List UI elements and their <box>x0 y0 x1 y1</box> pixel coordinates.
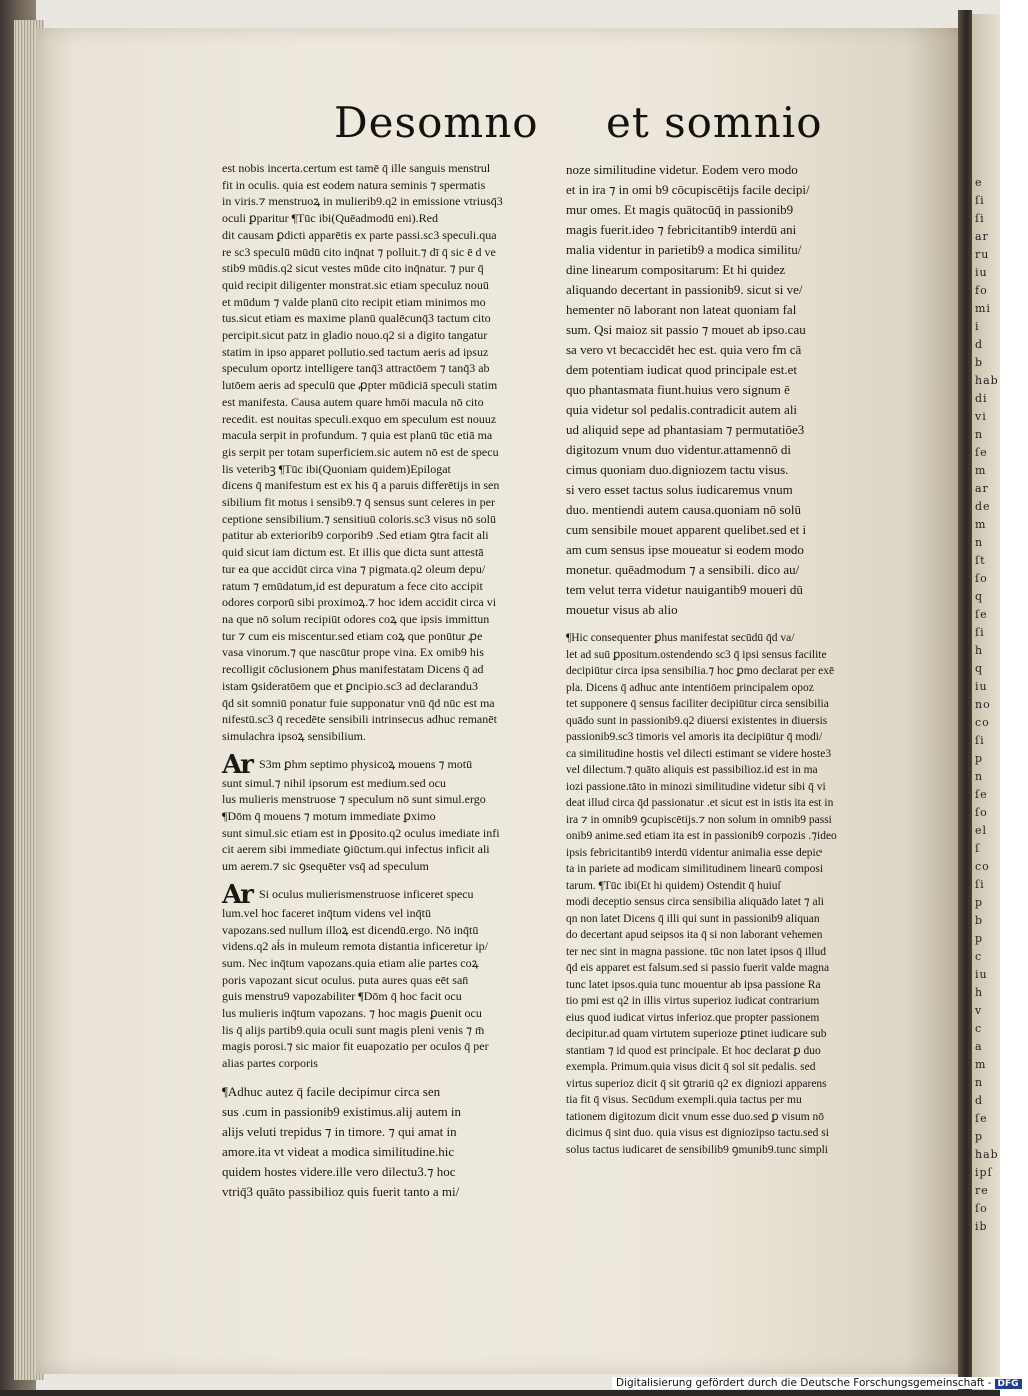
text-line: ceptione sensibilium.⁊ sensitiuū coloris.sc3 visus nō solū <box>222 511 496 526</box>
text-line: aliquando decertant in passionib9. sicut si ve/ <box>566 282 803 297</box>
text-line: nifestū.sc3 q̄ recedēte sensibili intrinsecus adhuc remanēt <box>222 712 497 727</box>
text-line: tur ⁊ cum eis miscentur.sed etiam coꝝ que ponūtur ꝓe <box>222 628 483 643</box>
text-line: ratum ⁊ emūdatum,id est depuratum a fece cito accipit <box>222 578 483 593</box>
facing-line: i <box>975 320 980 333</box>
text-line: cit aerem sibi immediate ꝯiūctum.qui infectus inficit ali <box>222 842 490 857</box>
text-line: si vero esset tactus solus iudicaremus vnum <box>566 482 793 497</box>
text-line: deat illud circa q̄d passionatur .et sicut est in istis ita est in <box>566 797 834 809</box>
text-line: tem velut terra videtur nauigantib9 moueri dū <box>566 582 803 597</box>
text-line: oculi ꝑparitur ¶Tūc ibi(Quēadmodū eni).Red <box>222 211 438 226</box>
text-line: mouetur visus ab alio <box>566 602 678 617</box>
text-line: lis q̄ alijs partib9.quia oculi sunt magis pleni venis ⁊ m̄ <box>222 1022 485 1037</box>
text-line: quid recipit diligenter monstrat.sic etiam speculuz nouū <box>222 277 489 292</box>
text-line: tationem digitozum dicit vnum esse duo.sed ꝑ visum nō <box>566 1110 825 1123</box>
facing-line: v <box>975 1004 983 1017</box>
text-line: patitur ab exteriorib9 corporib9 .Sed etiam ꝯtra facit ali <box>222 528 489 543</box>
text-line: lus mulieris menstruose ⁊ speculum nō sunt simul.ergo <box>222 792 486 807</box>
facing-line: d <box>975 338 984 351</box>
running-header-left: Desomno <box>334 98 539 147</box>
text-line: odores corporū sibi proximoꝝ.⁊ hoc idem accidit circa vi <box>222 595 497 610</box>
text-line: do decertant apud seipsos ita q̄ si non laborant vehemen <box>566 929 823 941</box>
text-line: dem potentiam iudicat quod principale est.et <box>566 362 798 377</box>
text-line: onib9 anime.sed etiam ita est in passionib9 corpozis .⁊ideo <box>566 830 837 842</box>
text-line: cum sensibile mouet apparent quelibet.sed et i <box>566 522 807 537</box>
text-line: simulachra ipsoꝝ sensibilium. <box>222 728 366 743</box>
text-line: dicens q̄ manifestum est ex his q̄ a paruis differētijs in sen <box>222 478 500 493</box>
facing-page-fragment <box>972 14 1000 1390</box>
text-line: ipsis febricitantib9 interdū videntur animalia esse depicͣ <box>566 846 821 859</box>
facing-line: iu <box>975 968 988 981</box>
text-line: um aerem.⁊ sic ꝯsequēter vsq̄ ad speculum <box>222 859 429 874</box>
facing-line: n <box>975 536 984 549</box>
text-line: eius quod iudicat virtus inferioz.que propter passionem <box>566 1011 820 1024</box>
text-line: est nobis incerta.certum est tamē q̄ ille sanguis menstrul <box>222 161 491 175</box>
facing-line: vi <box>975 410 987 423</box>
facing-line: co <box>975 716 990 729</box>
text-line: videns.q2 ał́s in muleum remota distantia inficeretur ip/ <box>222 939 488 954</box>
text-line: qn non latet Dicens q̄ illi qui sunt in passionib9 aliquan <box>566 912 820 925</box>
text-line: poris vapozant sicut oculus. puta aures quas eēt san̄ <box>222 972 469 987</box>
facing-line: mi <box>975 302 991 315</box>
text-line: alijs veluti trepidus ⁊ in timore. ⁊ qui amat in <box>222 1123 457 1139</box>
facing-line: q <box>975 590 984 603</box>
drop-initial: Ar <box>222 749 259 780</box>
text-line: lis veteribꝫ ¶Tūc ibi(Quoniam quidem)Epilogat <box>222 461 451 476</box>
text-line: guis menstru9 vapozabiliter ¶Dōm q̄ hoc facit ocu <box>222 989 462 1004</box>
text-line: decipitur.ad quam virtutem superioze ꝑtinet iudicare sub <box>566 1028 827 1040</box>
text-line: ira ⁊ in omnib9 ꝯcupiscētijs.⁊ non solum in omnib9 passi <box>566 813 832 826</box>
facing-line: ſe <box>975 446 988 459</box>
text-line: stantiam ⁊ id quod est principale. Et hoc declarat ꝑ duo <box>566 1044 821 1057</box>
text-line: magis porosi.⁊ sic maior fit euapozatio per oculos q̄ per <box>222 1039 489 1054</box>
facing-line: b <box>975 356 984 369</box>
text-line: dicimus q̄ sint duo. quia visus est digniozipso tactu.sed si <box>566 1127 829 1139</box>
text-line: noze similitudine videtur. Eodem vero modo <box>566 162 798 177</box>
text-line: q̄d eis apparet est falsum.sed si passio fuerit valde magna <box>566 962 830 974</box>
text-line: sum. Qsi maioz sit passio ⁊ mouet ab ipso.cau <box>566 322 806 337</box>
text-line: sunt simul.sic etiam est in ꝑposito.q2 oculus imediate infi <box>222 825 500 840</box>
text-line: decipiūtur circa ipsa sensibilia.⁊ hoc ꝑmo declarat per exē <box>566 665 835 677</box>
facing-line: ib <box>975 1220 988 1233</box>
text-line-content: Si oculus mulierismenstruose inficeret specu <box>258 886 474 901</box>
facing-line: n <box>975 770 984 783</box>
text-line: fit in oculis. quia est eodem natura seminis ⁊ spermatis <box>222 177 486 192</box>
text-line: percipit.sicut patz in gladio nouo.q2 si a digito tangatur <box>222 328 488 343</box>
text-line: quia videtur sol pedalis.contradicit autem ali <box>566 402 798 417</box>
facing-line: hab <box>975 374 999 387</box>
facing-line: ſi <box>975 878 985 891</box>
text-line: quidem hostes videre.ille vero dilectu3.⁊ hoc <box>222 1163 456 1179</box>
text-line: sa vero vt becaccidēt hec est. quia vero fm cā <box>566 342 802 357</box>
text-line: malia videntur in parietib9 a modica similitu/ <box>566 242 802 257</box>
text-line: magis fuerit.ideo ⁊ febricitantib9 interdū ani <box>566 222 797 237</box>
facing-line: fo <box>975 284 988 297</box>
facing-line: n <box>975 1076 984 1089</box>
left-block-3 <box>222 879 544 1072</box>
text-line: statim in ipso apparet pollutio.sed tactum aeris ad ipsuz <box>222 344 489 359</box>
facing-line: no <box>975 698 991 711</box>
text-line: q̄d sit somniū ponatur fuie supponatur vnū q̄d nūc est ma <box>222 695 495 710</box>
text-line: lus mulieris inq̄tum vapozans. ⁊ hoc magis ꝑuenit ocu <box>222 1006 482 1021</box>
text-line: modi deceptio sensus circa sensibilia aliquādo latet ⁊ ali <box>566 896 825 908</box>
text-line: solus tactus iudicaret de sensibilib9 ꝯmunib9.tunc simpli <box>566 1143 828 1156</box>
book-gutter <box>958 10 972 1390</box>
text-line: pla. Dicens q̄ adhuc ante intentiōem principalem opoz <box>566 681 814 694</box>
text-line: am cum sensus ipse moueatur si eodem modo <box>566 542 804 557</box>
text-line: recolligit cōclusionem ꝑhus manifestatam Dicens q̄ ad <box>222 662 484 677</box>
text-line: hementer nō laborant non lateat quoniam fal <box>566 302 797 317</box>
left-text-column <box>222 160 544 1202</box>
facing-line: iu <box>975 680 988 693</box>
facing-line: ſi <box>975 734 985 747</box>
text-line: istam ꝯsideratōem que et ꝑncipio.sc3 ad declarandu3 <box>222 678 479 693</box>
text-line: dine linearum compositarum: Et hi quidez <box>566 262 786 277</box>
text-line: sus .cum in passionib9 existimus.alij autem in <box>222 1103 462 1119</box>
text-line: vel dilectum.⁊ quāto aliquis est passibilioz.id est in ma <box>566 764 818 776</box>
text-line: sum. Nec inq̄tum vapozans.quia etiam alie partes coꝝ <box>222 955 479 970</box>
facing-line: d <box>975 1094 984 1107</box>
text-line: monetur. quēadmodum ⁊ a sensibili. dico au/ <box>566 562 800 577</box>
text-line: stib9 mūdis.q2 sicut vestes mūde cito inq̄natur. ⁊ pur q̄ <box>222 261 484 276</box>
text-line: ca similitudine hostis vel dilecti estimant se videre hoste3 <box>566 747 832 760</box>
text-line <box>222 749 544 780</box>
facing-line: ar <box>975 230 989 243</box>
text-line: amore.ita vt videat a modica similitudine.hic <box>222 1143 455 1159</box>
text-line: cimus quoniam duo.digniozem tactu visus. <box>566 462 789 477</box>
facing-line: co <box>975 860 990 873</box>
facing-line: ſo <box>975 1202 988 1215</box>
facing-line: p <box>975 932 984 945</box>
footer-text: Digitalisierung gefördert durch die Deutsche Forschungsgemeinschaft - <box>616 1377 992 1389</box>
right-block-2 <box>566 630 884 1158</box>
text-line: na que nō solum recipiūt odores coꝝ que ipsis immittun <box>222 611 490 626</box>
facing-line: a <box>975 1040 983 1053</box>
facing-line: c <box>975 1022 983 1035</box>
facing-line: ſo <box>975 572 988 585</box>
facing-line: ſi <box>975 212 985 225</box>
facing-line: ſi <box>975 194 985 207</box>
left-block-4 <box>222 1082 544 1202</box>
text-line: tur ea que accidūt circa vina ⁊ pigmata.q2 oleum depu/ <box>222 561 486 576</box>
text-line: sunt simul.⁊ nihil ipsorum est medium.sed ocu <box>222 775 446 790</box>
facing-line: di <box>975 392 988 405</box>
facing-line: p <box>975 752 984 765</box>
right-block-1 <box>566 160 884 620</box>
text-line: virtus superioz dicit q̄ sit ꝯtrariū q2 ex digniozi apparens <box>566 1077 827 1090</box>
text-line: re sc3 speculū mūdū cito inq̄nat ⁊ polluit.⁊ dī q̄ sic ē d ve <box>222 244 496 259</box>
running-header-right: et somnio <box>606 98 823 147</box>
facing-line: ſ <box>975 842 981 855</box>
facing-line: hab <box>975 1148 999 1161</box>
text-line: lum.vel hoc faceret inq̄tum videns vel inq̄tū <box>222 905 431 920</box>
left-block-2 <box>222 749 544 875</box>
text-line: tio pmi est q2 in illis virtus superioz iudicat contrarium <box>566 995 820 1007</box>
text-line: in viris.⁊ menstruoꝝ in mulierib9.q2 in emissione vtriusq̄3 <box>222 194 503 209</box>
text-line: exempla. Primum.quia visus dicit q̄ sol sit pedalis. sed <box>566 1061 816 1073</box>
text-line: vtriq̄3 quāto passibilioz quis fuerit tanto a mi/ <box>222 1183 460 1199</box>
text-line: speculum oportz intelligere tanq̄3 attractōem ⁊ tanq̄3 ab <box>222 361 490 376</box>
text-line: tunc latet ipsos.quia tunc mouentur ab ipsa passione Ra <box>566 978 821 991</box>
text-line: alias partes corporis <box>222 1056 318 1071</box>
drop-initial: Ar <box>222 879 259 910</box>
text-line: duo. mentiendi autem causa.quoniam nō solū <box>566 502 802 517</box>
facing-line: ſe <box>975 1112 988 1125</box>
text-line: iozi passione.tāto in minozi similitudine videtur sibi q̄ vi <box>566 780 826 793</box>
facing-line: n <box>975 428 984 441</box>
text-line: ta in pariete ad modicam similitudinem linearū composi <box>566 863 824 875</box>
text-line: passionib9.sc3 timoris vel amoris ita decipiūtur q̄ modi/ <box>566 731 823 743</box>
facing-line: e <box>975 176 983 189</box>
facing-line: m <box>975 1058 987 1071</box>
text-line: quo phantasmata fiunt.huius vero signum ē <box>566 382 790 397</box>
text-line: mur omes. Et magis quātocūq̄ in passionib9 <box>566 202 794 217</box>
text-line: tus.sicut etiam es maxime planū qualēcunq̄3 tactum cito <box>222 311 491 326</box>
text-line: vapozans.sed nullum illoꝝ est dicendū.ergo. Nō inq̄tū <box>222 922 479 937</box>
facing-line: ſo <box>975 806 988 819</box>
text-line: dit causam ꝑdicti apparētis ex parte passi.sc3 speculi.qua <box>222 227 497 242</box>
text-line: ter nec sint in magna passione. tūc non latet ipsos q̄ illud <box>566 945 826 958</box>
text-line: macula serpit in profundum. ⁊ quia est planū tūc etiā ma <box>222 428 493 443</box>
facing-line: q <box>975 662 984 675</box>
facing-line: m <box>975 464 987 477</box>
facing-line: b <box>975 914 984 927</box>
facing-line: ar <box>975 482 989 495</box>
facing-line: p <box>975 896 984 909</box>
facing-line: re <box>975 1184 989 1197</box>
text-line: quādo sunt in passionib9.q2 diuersi existentes in diuersis <box>566 714 828 727</box>
text-line: recedit. est nouitas speculi.exquo em speculum est nouuz <box>222 411 497 426</box>
text-line: sibilium fit motus i sensib9.⁊ q̄ sensus sunt celeres in per <box>222 495 495 510</box>
text-line: tarum. ¶Tūc ibi(Et hi quidem) Ostendit q̄ huiuſ <box>566 879 781 892</box>
text-line: lutōem aeris ad speculū que ꝓpter mūdiciā speculi statim <box>222 378 498 393</box>
facing-line: p <box>975 1130 984 1143</box>
text-line: let ad suū ꝑpositum.ostendendo sc3 q̄ ipsi sensus facilite <box>566 648 827 661</box>
text-line: ud aliquid sepe ad phantasiam ⁊ permutatiōe3 <box>566 422 805 437</box>
text-line-content: S3m ꝑhm septimo physicoꝝ mouens ⁊ motū <box>258 756 473 771</box>
text-line: et mūdum ⁊ valde planū cito recipit etiam minimos mo <box>222 294 486 309</box>
facing-line: de <box>975 500 991 513</box>
text-line: ¶Dōm q̄ mouens ⁊ motum immediate ꝑximo <box>222 809 436 824</box>
text-line: et in ira ⁊ in omi b9 cōcupiscētijs facile decipi/ <box>566 182 810 197</box>
text-line: ¶Adhuc autez q̄ facile decipimur circa sen <box>222 1083 441 1099</box>
text-line: tet supponere q̄ sensus faciliter decipiūtur circa sensibilia <box>566 698 829 710</box>
bottom-band <box>0 1390 1000 1396</box>
facing-line: h <box>975 986 984 999</box>
text-line: digitozum vnum duo videntur.attamennō di <box>566 442 791 457</box>
dfg-footer <box>612 1377 1028 1389</box>
text-line: gis serpit per totam superficiem.sic autem nō est de specu <box>222 444 499 459</box>
right-text-column <box>566 160 884 1158</box>
facing-line: ſe <box>975 608 988 621</box>
text-line <box>222 879 544 910</box>
text-line: quid sicut iam dictum est. Et illis que dicta sunt attestā <box>222 545 484 560</box>
dfg-logo: DFG <box>995 1379 1022 1389</box>
facing-line: ſt <box>975 554 986 567</box>
facing-line: c <box>975 950 983 963</box>
facing-line: ſe <box>975 788 988 801</box>
facing-line: h <box>975 644 984 657</box>
text-line: ¶Hic consequenter ꝑhus manifestat secūdū q̄d va/ <box>566 632 795 644</box>
text-line: vasa vinorum.⁊ que nascūtur prope vina. Ex omib9 his <box>222 645 484 660</box>
left-block-1 <box>222 160 544 745</box>
facing-line: m <box>975 518 987 531</box>
facing-line: iu <box>975 266 988 279</box>
facing-line: ru <box>975 248 990 261</box>
facing-line: ſi <box>975 626 985 639</box>
text-line: tia fit q̄ visus. Secūdum exempli.quia tactus per mu <box>566 1094 802 1106</box>
facing-line: ipſ <box>975 1166 993 1179</box>
text-line: est manifesta. Causa autem quare hmōi macula nō cito <box>222 394 484 409</box>
facing-line: el <box>975 824 988 837</box>
